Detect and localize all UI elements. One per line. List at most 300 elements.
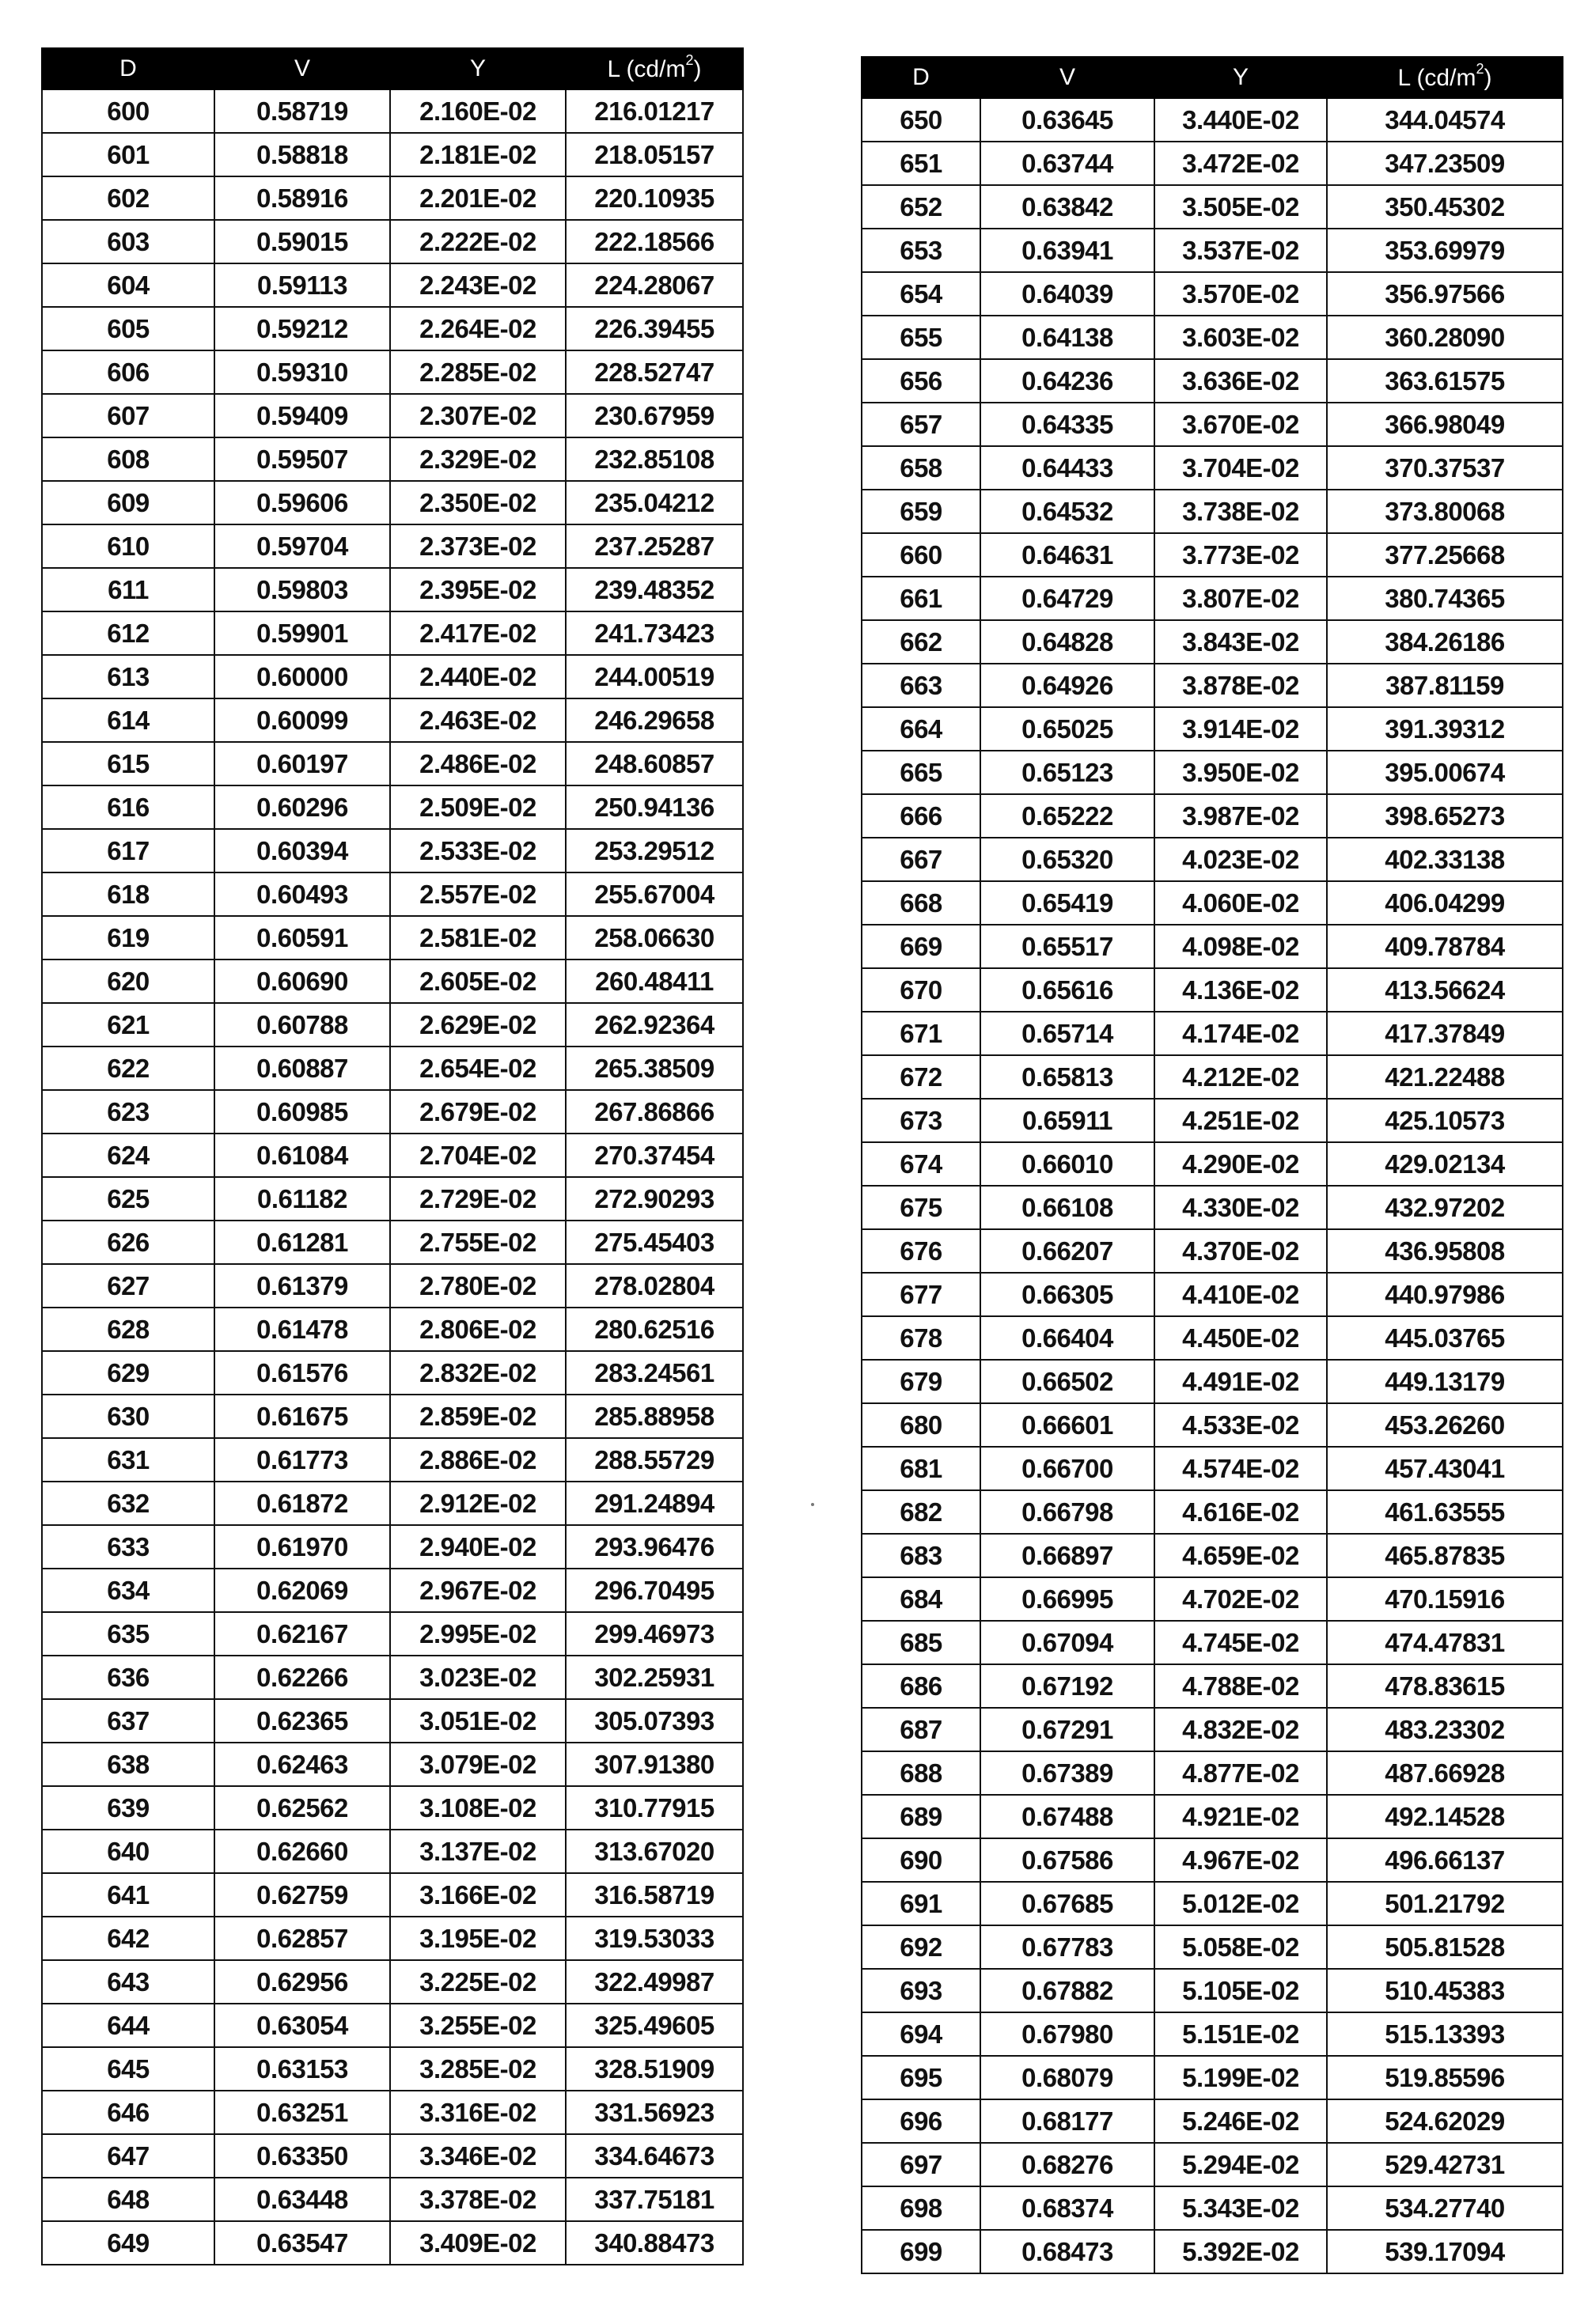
cell-v: 0.68177 bbox=[980, 2099, 1154, 2143]
table-row bbox=[862, 1447, 1563, 1490]
cell-v: 0.65517 bbox=[980, 925, 1154, 968]
cell-y: 4.330E-02 bbox=[1154, 1186, 1327, 1229]
table-row bbox=[862, 1142, 1563, 1186]
cell-d: 689 bbox=[862, 1795, 980, 1838]
cell-y: 4.410E-02 bbox=[1154, 1273, 1327, 1316]
cell-v: 0.60591 bbox=[214, 916, 390, 960]
cell-y: 5.392E-02 bbox=[1154, 2230, 1327, 2273]
cell-d: 629 bbox=[42, 1351, 214, 1395]
table-row bbox=[42, 611, 743, 655]
cell-l: 387.81159 bbox=[1327, 664, 1563, 707]
cell-v: 0.60197 bbox=[214, 742, 390, 785]
table-row bbox=[42, 2178, 743, 2221]
table-row bbox=[862, 1360, 1563, 1403]
cell-d: 675 bbox=[862, 1186, 980, 1229]
cell-l: 440.97986 bbox=[1327, 1273, 1563, 1316]
cell-l: 237.25287 bbox=[566, 524, 743, 568]
cell-l: 232.85108 bbox=[566, 437, 743, 481]
cell-l: 331.56923 bbox=[566, 2091, 743, 2134]
cell-v: 0.64926 bbox=[980, 664, 1154, 707]
cell-d: 691 bbox=[862, 1882, 980, 1925]
cell-d: 606 bbox=[42, 350, 214, 394]
cell-l: 239.48352 bbox=[566, 568, 743, 611]
cell-d: 643 bbox=[42, 1960, 214, 2004]
cell-y: 2.581E-02 bbox=[390, 916, 566, 960]
cell-y: 3.537E-02 bbox=[1154, 229, 1327, 272]
table-row bbox=[862, 925, 1563, 968]
table-row bbox=[42, 307, 743, 350]
cell-v: 0.67389 bbox=[980, 1751, 1154, 1795]
table-row bbox=[42, 1438, 743, 1482]
cell-l: 465.87835 bbox=[1327, 1534, 1563, 1577]
superscript: 2 bbox=[685, 51, 694, 68]
cell-d: 607 bbox=[42, 394, 214, 437]
table-row bbox=[862, 968, 1563, 1012]
cell-d: 612 bbox=[42, 611, 214, 655]
table-row bbox=[42, 1308, 743, 1351]
cell-l: 222.18566 bbox=[566, 220, 743, 263]
cell-v: 0.60099 bbox=[214, 698, 390, 742]
table-row bbox=[862, 2099, 1563, 2143]
table-row bbox=[42, 2221, 743, 2265]
cell-y: 3.505E-02 bbox=[1154, 185, 1327, 229]
cell-v: 0.61872 bbox=[214, 1482, 390, 1525]
cell-d: 688 bbox=[862, 1751, 980, 1795]
cell-l: 310.77915 bbox=[566, 1786, 743, 1830]
table-row bbox=[42, 1351, 743, 1395]
cell-y: 5.058E-02 bbox=[1154, 1925, 1327, 1969]
cell-v: 0.61182 bbox=[214, 1177, 390, 1221]
cell-d: 680 bbox=[862, 1403, 980, 1447]
cell-d: 664 bbox=[862, 707, 980, 751]
cell-v: 0.65320 bbox=[980, 838, 1154, 881]
cell-l: 299.46973 bbox=[566, 1612, 743, 1656]
table-row bbox=[42, 176, 743, 220]
table-row bbox=[42, 1830, 743, 1873]
cell-v: 0.64236 bbox=[980, 359, 1154, 403]
cell-d: 619 bbox=[42, 916, 214, 960]
cell-d: 692 bbox=[862, 1925, 980, 1969]
cell-d: 676 bbox=[862, 1229, 980, 1273]
cell-v: 0.64039 bbox=[980, 272, 1154, 316]
cell-l: 515.13393 bbox=[1327, 2012, 1563, 2056]
cell-y: 4.251E-02 bbox=[1154, 1099, 1327, 1142]
cell-y: 2.395E-02 bbox=[390, 568, 566, 611]
table-row bbox=[42, 1699, 743, 1743]
cell-l: 461.63555 bbox=[1327, 1490, 1563, 1534]
cell-v: 0.66404 bbox=[980, 1316, 1154, 1360]
cell-l: 363.61575 bbox=[1327, 359, 1563, 403]
cell-v: 0.64729 bbox=[980, 577, 1154, 620]
cell-y: 4.745E-02 bbox=[1154, 1621, 1327, 1664]
cell-l: 248.60857 bbox=[566, 742, 743, 785]
table-row bbox=[862, 620, 1563, 664]
cell-l: 275.45403 bbox=[566, 1221, 743, 1264]
table-row bbox=[862, 533, 1563, 577]
cell-d: 667 bbox=[862, 838, 980, 881]
cell-y: 3.316E-02 bbox=[390, 2091, 566, 2134]
cell-d: 651 bbox=[862, 142, 980, 185]
cell-d: 603 bbox=[42, 220, 214, 263]
table-row bbox=[862, 1534, 1563, 1577]
cell-l: 246.29658 bbox=[566, 698, 743, 742]
cell-v: 0.68276 bbox=[980, 2143, 1154, 2186]
cell-y: 5.246E-02 bbox=[1154, 2099, 1327, 2143]
cell-l: 285.88958 bbox=[566, 1395, 743, 1438]
cell-l: 409.78784 bbox=[1327, 925, 1563, 968]
cell-d: 696 bbox=[862, 2099, 980, 2143]
cell-d: 673 bbox=[862, 1099, 980, 1142]
cell-y: 3.285E-02 bbox=[390, 2047, 566, 2091]
table-row bbox=[42, 89, 743, 133]
cell-y: 2.806E-02 bbox=[390, 1308, 566, 1351]
cell-v: 0.63744 bbox=[980, 142, 1154, 185]
cell-d: 699 bbox=[862, 2230, 980, 2273]
cell-l: 226.39455 bbox=[566, 307, 743, 350]
cell-l: 350.45302 bbox=[1327, 185, 1563, 229]
cell-l: 218.05157 bbox=[566, 133, 743, 176]
column-header-l bbox=[566, 48, 743, 89]
cell-y: 2.654E-02 bbox=[390, 1047, 566, 1090]
cell-y: 3.255E-02 bbox=[390, 2004, 566, 2047]
cell-v: 0.67685 bbox=[980, 1882, 1154, 1925]
cell-v: 0.67291 bbox=[980, 1708, 1154, 1751]
table-row bbox=[862, 2012, 1563, 2056]
cell-d: 615 bbox=[42, 742, 214, 785]
cell-l: 370.37537 bbox=[1327, 446, 1563, 490]
cell-y: 2.967E-02 bbox=[390, 1569, 566, 1612]
cell-l: 260.48411 bbox=[566, 960, 743, 1003]
cell-d: 697 bbox=[862, 2143, 980, 2186]
cell-l: 267.86866 bbox=[566, 1090, 743, 1134]
cell-l: 272.90293 bbox=[566, 1177, 743, 1221]
cell-y: 2.832E-02 bbox=[390, 1351, 566, 1395]
cell-l: 391.39312 bbox=[1327, 707, 1563, 751]
cell-v: 0.65419 bbox=[980, 881, 1154, 925]
cell-d: 694 bbox=[862, 2012, 980, 2056]
cell-y: 2.243E-02 bbox=[390, 263, 566, 307]
cell-y: 4.659E-02 bbox=[1154, 1534, 1327, 1577]
cell-y: 2.995E-02 bbox=[390, 1612, 566, 1656]
cell-l: 539.17094 bbox=[1327, 2230, 1563, 2273]
cell-y: 3.704E-02 bbox=[1154, 446, 1327, 490]
cell-y: 2.509E-02 bbox=[390, 785, 566, 829]
table-row bbox=[862, 2230, 1563, 2273]
cell-d: 616 bbox=[42, 785, 214, 829]
table-row bbox=[862, 446, 1563, 490]
cell-d: 682 bbox=[862, 1490, 980, 1534]
cell-y: 5.294E-02 bbox=[1154, 2143, 1327, 2186]
cell-l: 220.10935 bbox=[566, 176, 743, 220]
table-row bbox=[862, 1708, 1563, 1751]
table-row bbox=[42, 872, 743, 916]
cell-v: 0.61084 bbox=[214, 1134, 390, 1177]
cell-v: 0.66010 bbox=[980, 1142, 1154, 1186]
table-row bbox=[42, 1482, 743, 1525]
cell-v: 0.64433 bbox=[980, 446, 1154, 490]
cell-l: 457.43041 bbox=[1327, 1447, 1563, 1490]
cell-y: 3.079E-02 bbox=[390, 1743, 566, 1786]
cell-d: 677 bbox=[862, 1273, 980, 1316]
cell-v: 0.62956 bbox=[214, 1960, 390, 2004]
cell-v: 0.65813 bbox=[980, 1055, 1154, 1099]
cell-v: 0.68374 bbox=[980, 2186, 1154, 2230]
cell-d: 630 bbox=[42, 1395, 214, 1438]
cell-y: 3.773E-02 bbox=[1154, 533, 1327, 577]
cell-d: 613 bbox=[42, 655, 214, 698]
table-row bbox=[862, 272, 1563, 316]
cell-v: 0.61379 bbox=[214, 1264, 390, 1308]
cell-d: 639 bbox=[42, 1786, 214, 1830]
cell-l: 529.42731 bbox=[1327, 2143, 1563, 2186]
cell-v: 0.66700 bbox=[980, 1447, 1154, 1490]
table-row bbox=[862, 1925, 1563, 1969]
table-row bbox=[862, 1621, 1563, 1664]
cell-v: 0.59704 bbox=[214, 524, 390, 568]
cell-d: 678 bbox=[862, 1316, 980, 1360]
cell-l: 478.83615 bbox=[1327, 1664, 1563, 1708]
cell-v: 0.60296 bbox=[214, 785, 390, 829]
cell-l: 241.73423 bbox=[566, 611, 743, 655]
cell-y: 5.151E-02 bbox=[1154, 2012, 1327, 2056]
cell-d: 642 bbox=[42, 1917, 214, 1960]
cell-y: 4.098E-02 bbox=[1154, 925, 1327, 968]
cell-d: 670 bbox=[862, 968, 980, 1012]
cell-y: 4.212E-02 bbox=[1154, 1055, 1327, 1099]
cell-l: 334.64673 bbox=[566, 2134, 743, 2178]
cell-l: 270.37454 bbox=[566, 1134, 743, 1177]
cell-l: 262.92364 bbox=[566, 1003, 743, 1047]
table-row bbox=[862, 2186, 1563, 2230]
cell-v: 0.68079 bbox=[980, 2056, 1154, 2099]
cell-d: 609 bbox=[42, 481, 214, 524]
cell-l: 250.94136 bbox=[566, 785, 743, 829]
table-row bbox=[42, 1917, 743, 1960]
cell-l: 337.75181 bbox=[566, 2178, 743, 2221]
table-row bbox=[42, 1003, 743, 1047]
cell-l: 436.95808 bbox=[1327, 1229, 1563, 1273]
table-row bbox=[862, 1969, 1563, 2012]
cell-v: 0.59113 bbox=[214, 263, 390, 307]
cell-y: 4.370E-02 bbox=[1154, 1229, 1327, 1273]
cell-d: 632 bbox=[42, 1482, 214, 1525]
cell-d: 698 bbox=[862, 2186, 980, 2230]
column-header-l-label: L (cd/m bbox=[1397, 64, 1476, 91]
cell-d: 621 bbox=[42, 1003, 214, 1047]
cell-y: 2.264E-02 bbox=[390, 307, 566, 350]
cell-l: 305.07393 bbox=[566, 1699, 743, 1743]
cell-y: 3.843E-02 bbox=[1154, 620, 1327, 664]
cell-l: 293.96476 bbox=[566, 1525, 743, 1569]
cell-v: 0.59606 bbox=[214, 481, 390, 524]
cell-y: 2.704E-02 bbox=[390, 1134, 566, 1177]
cell-y: 4.616E-02 bbox=[1154, 1490, 1327, 1534]
table-row bbox=[862, 316, 1563, 359]
cell-d: 658 bbox=[862, 446, 980, 490]
cell-l: 255.67004 bbox=[566, 872, 743, 916]
cell-y: 2.373E-02 bbox=[390, 524, 566, 568]
cell-v: 0.63251 bbox=[214, 2091, 390, 2134]
cell-v: 0.66897 bbox=[980, 1534, 1154, 1577]
cell-v: 0.62759 bbox=[214, 1873, 390, 1917]
cell-v: 0.63941 bbox=[980, 229, 1154, 272]
cell-l: 230.67959 bbox=[566, 394, 743, 437]
cell-l: 524.62029 bbox=[1327, 2099, 1563, 2143]
cell-v: 0.67586 bbox=[980, 1838, 1154, 1882]
cell-v: 0.67192 bbox=[980, 1664, 1154, 1708]
cell-y: 3.636E-02 bbox=[1154, 359, 1327, 403]
cell-d: 685 bbox=[862, 1621, 980, 1664]
cell-l: 319.53033 bbox=[566, 1917, 743, 1960]
cell-l: 453.26260 bbox=[1327, 1403, 1563, 1447]
cell-d: 646 bbox=[42, 2091, 214, 2134]
table-row bbox=[42, 437, 743, 481]
cell-l: 291.24894 bbox=[566, 1482, 743, 1525]
superscript: 2 bbox=[1476, 60, 1484, 77]
cell-y: 2.329E-02 bbox=[390, 437, 566, 481]
cell-y: 4.574E-02 bbox=[1154, 1447, 1327, 1490]
cell-d: 672 bbox=[862, 1055, 980, 1099]
cell-d: 657 bbox=[862, 403, 980, 446]
cell-l: 449.13179 bbox=[1327, 1360, 1563, 1403]
cell-l: 316.58719 bbox=[566, 1873, 743, 1917]
table-row bbox=[862, 1751, 1563, 1795]
table-row bbox=[42, 2047, 743, 2091]
cell-l: 360.28090 bbox=[1327, 316, 1563, 359]
table-row bbox=[42, 1786, 743, 1830]
cell-y: 2.285E-02 bbox=[390, 350, 566, 394]
cell-v: 0.60690 bbox=[214, 960, 390, 1003]
cell-y: 4.174E-02 bbox=[1154, 1012, 1327, 1055]
table-row bbox=[862, 881, 1563, 925]
table-row bbox=[862, 751, 1563, 794]
cell-v: 0.63153 bbox=[214, 2047, 390, 2091]
table-row bbox=[862, 1795, 1563, 1838]
cell-v: 0.67488 bbox=[980, 1795, 1154, 1838]
cell-l: 417.37849 bbox=[1327, 1012, 1563, 1055]
cell-y: 3.440E-02 bbox=[1154, 98, 1327, 142]
table-row bbox=[42, 394, 743, 437]
table-row bbox=[42, 2134, 743, 2178]
cell-d: 623 bbox=[42, 1090, 214, 1134]
luminance-table-left bbox=[41, 47, 744, 2265]
table-row bbox=[42, 1525, 743, 1569]
cell-l: 534.27740 bbox=[1327, 2186, 1563, 2230]
table-row bbox=[42, 1873, 743, 1917]
table-row bbox=[42, 960, 743, 1003]
cell-d: 634 bbox=[42, 1569, 214, 1612]
table-row bbox=[862, 707, 1563, 751]
cell-v: 0.68473 bbox=[980, 2230, 1154, 2273]
cell-l: 244.00519 bbox=[566, 655, 743, 698]
cell-v: 0.61970 bbox=[214, 1525, 390, 1569]
cell-l: 429.02134 bbox=[1327, 1142, 1563, 1186]
cell-d: 641 bbox=[42, 1873, 214, 1917]
table-row bbox=[862, 98, 1563, 142]
cell-d: 611 bbox=[42, 568, 214, 611]
cell-y: 3.051E-02 bbox=[390, 1699, 566, 1743]
cell-l: 228.52747 bbox=[566, 350, 743, 394]
cell-v: 0.65123 bbox=[980, 751, 1154, 794]
cell-v: 0.61675 bbox=[214, 1395, 390, 1438]
table-row bbox=[42, 1960, 743, 2004]
table-row bbox=[42, 350, 743, 394]
cell-v: 0.63547 bbox=[214, 2221, 390, 2265]
cell-l: 340.88473 bbox=[566, 2221, 743, 2265]
cell-y: 2.440E-02 bbox=[390, 655, 566, 698]
scan-speck bbox=[811, 1503, 814, 1506]
cell-d: 666 bbox=[862, 794, 980, 838]
cell-y: 4.023E-02 bbox=[1154, 838, 1327, 881]
table-row bbox=[42, 829, 743, 872]
cell-l: 373.80068 bbox=[1327, 490, 1563, 533]
cell-v: 0.64631 bbox=[980, 533, 1154, 577]
cell-l: 302.25931 bbox=[566, 1656, 743, 1699]
cell-v: 0.59803 bbox=[214, 568, 390, 611]
cell-v: 0.64335 bbox=[980, 403, 1154, 446]
cell-y: 2.912E-02 bbox=[390, 1482, 566, 1525]
cell-d: 614 bbox=[42, 698, 214, 742]
table-row bbox=[862, 1186, 1563, 1229]
cell-l: 377.25668 bbox=[1327, 533, 1563, 577]
cell-l: 505.81528 bbox=[1327, 1925, 1563, 1969]
cell-d: 600 bbox=[42, 89, 214, 133]
table-row bbox=[42, 1612, 743, 1656]
cell-d: 605 bbox=[42, 307, 214, 350]
cell-v: 0.61281 bbox=[214, 1221, 390, 1264]
cell-d: 635 bbox=[42, 1612, 214, 1656]
cell-y: 2.417E-02 bbox=[390, 611, 566, 655]
cell-v: 0.66502 bbox=[980, 1360, 1154, 1403]
cell-y: 2.222E-02 bbox=[390, 220, 566, 263]
cell-l: 235.04212 bbox=[566, 481, 743, 524]
cell-y: 4.877E-02 bbox=[1154, 1751, 1327, 1795]
cell-l: 474.47831 bbox=[1327, 1621, 1563, 1664]
cell-y: 2.859E-02 bbox=[390, 1395, 566, 1438]
column-header-l bbox=[1327, 57, 1563, 98]
cell-d: 602 bbox=[42, 176, 214, 220]
cell-y: 4.921E-02 bbox=[1154, 1795, 1327, 1838]
table-row bbox=[42, 568, 743, 611]
cell-y: 3.409E-02 bbox=[390, 2221, 566, 2265]
table-row bbox=[42, 524, 743, 568]
column-header-l-label: L (cd/m bbox=[607, 55, 686, 82]
table-row bbox=[42, 1047, 743, 1090]
cell-l: 253.29512 bbox=[566, 829, 743, 872]
column-header-l-close: ) bbox=[1484, 64, 1492, 91]
cell-y: 2.463E-02 bbox=[390, 698, 566, 742]
table-row bbox=[862, 229, 1563, 272]
cell-d: 671 bbox=[862, 1012, 980, 1055]
cell-l: 280.62516 bbox=[566, 1308, 743, 1351]
cell-y: 2.729E-02 bbox=[390, 1177, 566, 1221]
cell-d: 681 bbox=[862, 1447, 980, 1490]
cell-v: 0.58818 bbox=[214, 133, 390, 176]
table-row bbox=[42, 1221, 743, 1264]
cell-v: 0.64532 bbox=[980, 490, 1154, 533]
cell-v: 0.60887 bbox=[214, 1047, 390, 1090]
cell-y: 2.201E-02 bbox=[390, 176, 566, 220]
table-row bbox=[862, 403, 1563, 446]
cell-v: 0.65222 bbox=[980, 794, 1154, 838]
cell-y: 3.738E-02 bbox=[1154, 490, 1327, 533]
cell-y: 4.491E-02 bbox=[1154, 1360, 1327, 1403]
cell-y: 2.886E-02 bbox=[390, 1438, 566, 1482]
cell-v: 0.60985 bbox=[214, 1090, 390, 1134]
cell-v: 0.59310 bbox=[214, 350, 390, 394]
cell-v: 0.60493 bbox=[214, 872, 390, 916]
cell-y: 3.670E-02 bbox=[1154, 403, 1327, 446]
